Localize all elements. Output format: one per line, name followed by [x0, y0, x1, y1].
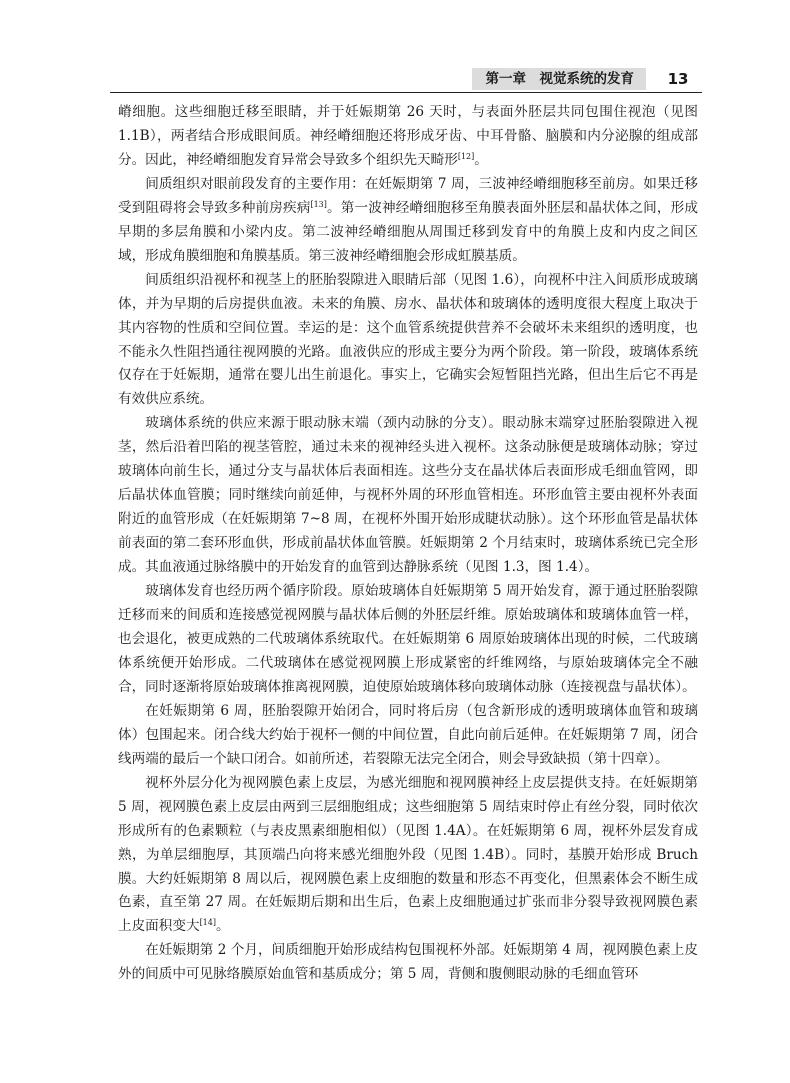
paragraph-text: 间质组织对眼前段发育的主要作用：在妊娠期第 7 周，三波神经嵴细胞移至前房。如果迁移受到阻碍将会导致多种前房疾病	[118, 175, 698, 216]
running-header	[110, 68, 702, 93]
paragraph	[118, 772, 698, 940]
paragraph-text-tail: 。	[474, 151, 488, 168]
paragraph-text: 在妊娠期第 2 个月，间质细胞开始形成结构包围视杯外部。妊娠期第 4 周，视网膜色素上皮外的间质中可见脉络膜原始血管和基质成分；第 5 周，背侧和腹侧眼动脉的毛细血管环	[118, 942, 698, 983]
citation-ref: [12]	[457, 151, 475, 161]
paragraph-text: 嵴细胞。这些细胞迁移至眼睛，并于妊娠期第 26 天时，与表面外胚层共同包围住视泡（见图 1.1B），两者结合形成眼间质。神经嵴细胞还将形成牙齿、中耳骨骼、脑膜和内分泌腺的组成部分。因此，神经嵴细胞发育异常会导致多个组织先天畸形	[118, 104, 698, 168]
paragraph-text: 在妊娠期第 6 周，胚胎裂隙开始闭合，同时将后房（包含新形成的透明玻璃体血管和玻璃体）包围起来。闭合线大约始于视杯一侧的中间位置，自此向前后延伸。在妊娠期第 7 周，闭合线两端的最后一个缺口闭合。如前所述，若裂隙无法完全闭合，则会导致缺损（第十四章）。	[118, 702, 698, 767]
paragraph	[118, 173, 698, 269]
paragraph	[118, 580, 698, 700]
paragraph	[118, 269, 698, 413]
paragraph-text: 玻璃体系统的供应来源于眼动脉末端（颈内动脉的分支）。眼动脉末端穿过胚胎裂隙进入视茎，然后沿着凹陷的视茎管腔，通过未来的视神经头进入视杯。这条动脉便是玻璃体动脉；穿过玻璃体向前生长，通过分支与晶状体后表面相连。这些分支在晶状体后表面形成毛细血管网，即后晶状体血管膜；同时继续向前延伸，与视杯外周的环形血管相连。环形血管主要由视杯外表面附近的血管形成（在妊娠期第 7~8 周，在视杯外围开始形成睫状动脉）。这个环形血管是晶状体前表面的第二套环形血供，形成前晶状体血管膜。妊娠期第 2 个月结束时，玻璃体系统已完全形成。其血液通过脉络膜中的开始发育的血管到达静脉系统（见图 1.3，图 1.4）。	[118, 415, 698, 576]
paragraph-text: 玻璃体发育也经历两个循序阶段。原始玻璃体自妊娠期第 5 周开始发育，源于通过胚胎裂隙迁移而来的间质和连接感觉视网膜与晶状体后侧的外胚层纤维。原始玻璃体和玻璃体血管一样，也会退化，被更成熟的二代玻璃体系统取代。在妊娠期第 6 周原始玻璃体出现的时候，二代玻璃体系统便开始形成。二代玻璃体在感觉视网膜上形成紧密的纤维网络，与原始玻璃体完全不融合，同时逐渐将原始玻璃体推离视网膜，迫使原始玻璃体移向玻璃体动脉（连接视盘与晶状体）。	[118, 583, 698, 695]
paragraph-text: 间质组织沿视杯和视茎上的胚胎裂隙进入眼睛后部（见图 1.6），向视杯中注入间质形成玻璃体，并为早期的后房提供血液。未来的角膜、房水、晶状体和玻璃体的透明度很大程度上取决于其内容物的性质和空间位置。幸运的是：这个血管系统提供营养不会破坏未来组织的透明度，也不能永久性阻挡通往视网膜的光路。血液供应的形成主要分为两个阶段。第一阶段，玻璃体系统仅存在于妊娠期，通常在婴儿出生前退化。事实上，它确实会短暂阻挡光路，但出生后它不再是有效供应系统。	[118, 271, 698, 408]
citation-ref: [13]	[310, 199, 327, 209]
paragraph	[118, 939, 698, 987]
paragraph	[118, 700, 698, 772]
paragraph	[118, 101, 698, 173]
body-text	[118, 101, 698, 987]
paragraph-text-tail: 。第一波神经嵴细胞移至角膜表面外胚层和晶状体之间，形成早期的多层角膜和小梁内皮。第二波神经嵴细胞从周围迁移到发育中的角膜上皮和内皮之间区域，形成角膜细胞和角膜基质。第三波神经嵴细胞会形成虹膜基质。	[118, 199, 699, 264]
paragraph-text: 视杯外层分化为视网膜色素上皮层，为感光细胞和视网膜神经上皮层提供支持。在妊娠期第 5 周，视网膜色素上皮层由两到三层细胞组成；这些细胞第 5 周结束时停止有丝分裂，同时依次形成所有的色素颗粒（与表皮黑素细胞相似）（见图 1.4A）。在妊娠期第 6 周，视杯外层发育成熟，为单层细胞厚，其顶端凸向将来感光细胞外段（见图 1.4B）。同时，基膜开始形成 Bruch 膜。大约妊娠期第 8 周以后，视网膜色素上皮细胞的数量和形态不再变化，但黑素体会不断生成色素，直至第 27 周。在妊娠期后期和出生后，色素上皮细胞通过扩张而非分裂导致视网膜色素上皮面积变大	[118, 774, 698, 935]
paragraph	[118, 412, 698, 580]
page-number: 13	[667, 70, 689, 88]
chapter-title: 第一章 视觉系统的发育	[472, 68, 647, 90]
citation-ref: [14]	[199, 918, 216, 928]
paragraph-text-tail: 。	[215, 918, 230, 935]
